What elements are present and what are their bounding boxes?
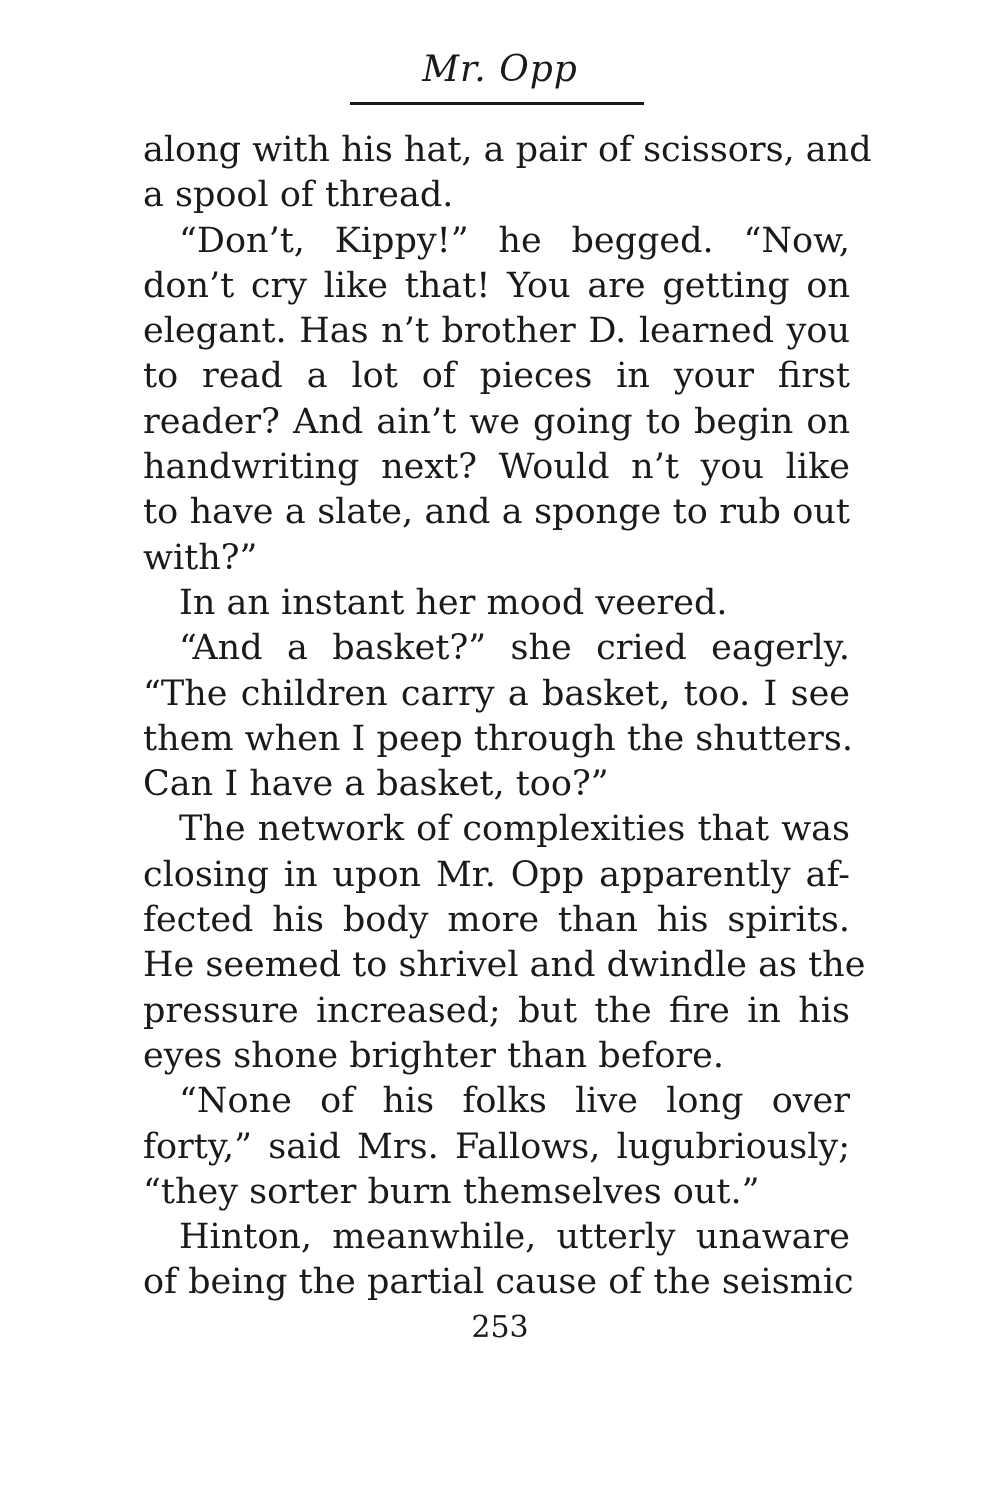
text-line: He seemed to shrivel and dwindle as the xyxy=(143,945,866,986)
text-line: forty,” said Mrs. Fallows, lugubriously; xyxy=(143,1126,850,1167)
text-line: Hinton, meanwhile, utterly unaware xyxy=(179,1217,850,1258)
text-line: “And a basket?” she cried eagerly. xyxy=(179,628,850,669)
text-line: eyes shone brighter than before. xyxy=(143,1035,725,1076)
text-line: handwriting next? Would n’t you like xyxy=(143,447,850,488)
text-line: with?” xyxy=(143,537,258,578)
text-line: pressure increased; but the fire in his xyxy=(143,990,850,1031)
text-line: Can I have a basket, too?” xyxy=(143,764,609,805)
text-line: closing in upon Mr. Opp apparently af- xyxy=(143,854,850,895)
text-line: “None of his folks live long over xyxy=(179,1081,850,1122)
text-line: “The children carry a basket, too. I see xyxy=(143,673,850,714)
text-line: The network of complexities that was xyxy=(179,809,850,850)
text-line: “they sorter burn themselves out.” xyxy=(143,1171,760,1212)
text-line: a spool of thread. xyxy=(143,175,454,216)
text-line: fected his body more than his spirits. xyxy=(143,900,850,941)
text-line: to read a lot of pieces in your first xyxy=(143,356,850,397)
text-line: along with his hat, a pair of scissors, and xyxy=(143,130,872,170)
header-rule xyxy=(350,102,644,105)
text-line: reader? And ain’t we going to begin on xyxy=(143,401,850,442)
text-line: elegant. Has n’t brother D. learned you xyxy=(143,311,850,352)
text-line: “Don’t, Kippy!” he begged. “Now, xyxy=(179,220,850,261)
text-line: In an instant her mood veered. xyxy=(179,582,728,623)
text-line: them when I peep through the shutters. xyxy=(143,718,853,759)
body-text xyxy=(143,128,872,1306)
page-number: 253 xyxy=(471,1310,529,1345)
text-line: to have a slate, and a sponge to rub out xyxy=(143,492,850,533)
text-line: don’t cry like that! You are getting on xyxy=(143,265,850,306)
running-head: Mr. Opp xyxy=(422,49,578,90)
text-line: of being the partial cause of the seismic xyxy=(143,1262,854,1303)
